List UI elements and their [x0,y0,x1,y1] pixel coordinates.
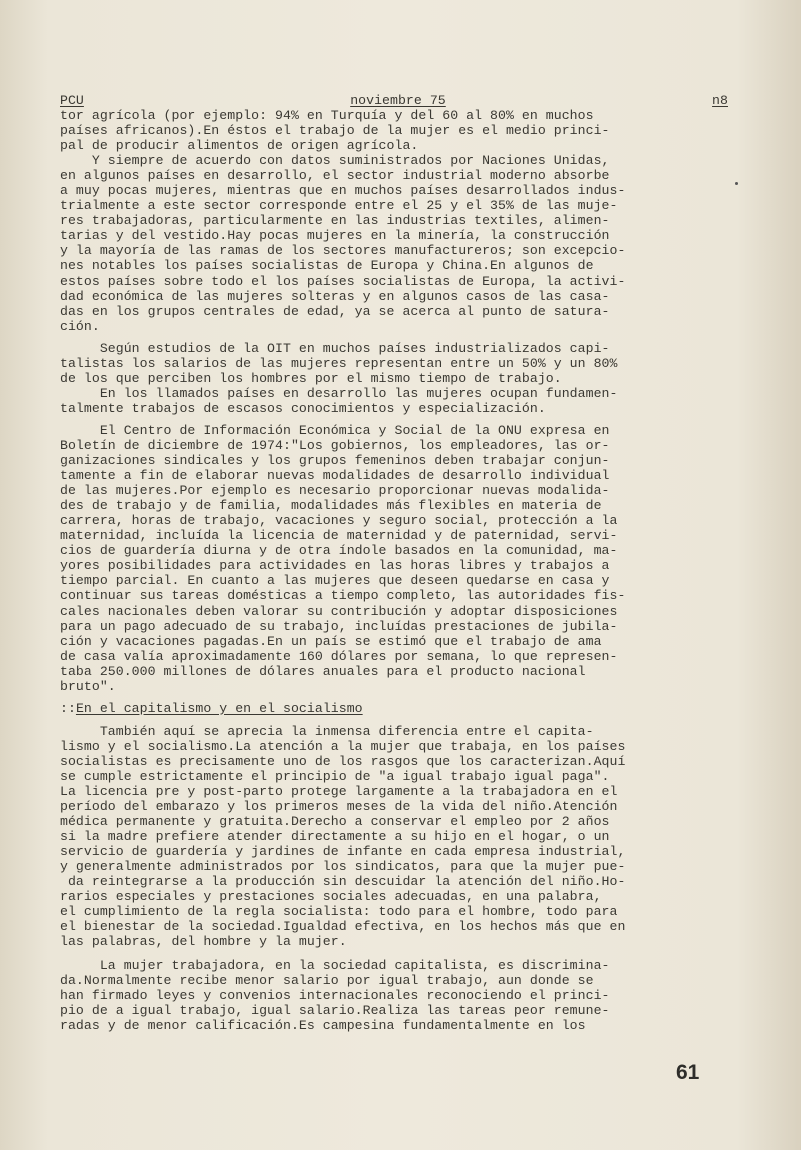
header-issue-number: n8 [712,93,728,108]
document-page [60,93,728,1033]
text-line: para un pago adecuado de su trabajo, incluídas prestaciones de jubila- [60,618,618,634]
section-heading-prefix: :: [60,700,76,716]
text-line: de las mujeres.Por ejemplo es necesario proporcionar nuevas modalida- [60,483,610,499]
text-line: lismo y el socialismo.La atención a la mujer que trabaja, en los países [60,738,626,754]
text-line: ción y vacaciones pagadas.En un país se estimó que el trabajo de ama [60,633,602,649]
paragraph-block-3 [60,423,728,694]
text-line: socialistas es precisamente uno de los rasgos que los caracterizan.Aquí [60,753,626,769]
text-line: Boletín de diciembre de 1974:"Los gobiernos, los empleadores, las or- [60,437,610,453]
text-line: bruto". [60,678,116,694]
text-line: a muy pocas mujeres, mientras que en muchos países desarrollados indus- [60,183,626,199]
text-line: ganizaciones sindicales y los grupos femeninos deben trabajar conjun- [60,453,610,469]
text-line: pio de a igual trabajo, igual salario.Realiza las tareas peor remune- [60,1002,610,1018]
text-line: nes notables los países socialistas de Europa y China.En algunos de [60,258,594,274]
text-line: tarias y del vestido.Hay pocas mujeres en la minería, la construcción [60,228,610,244]
text-line: cios de guardería diurna y de otra índole basados en la comunidad, ma- [60,543,618,559]
paragraph-block-4 [60,724,728,950]
text-line: taba 250.000 millones de dólares anuales para el producto nacional [60,663,586,679]
text-line: período del embarazo y los primeros meses de la vida del niño.Atención [60,799,618,815]
text-line: dad económica de las mujeres solteras y en algunos casos de las casa- [60,288,610,304]
header-date: noviembre 75 [350,93,446,108]
text-line: res trabajadoras, particularmente en las industrias textiles, alimen- [60,213,610,229]
text-line: des de trabajo y de familia, modalidades más flexibles en materia de [60,498,602,514]
text-line: y la mayoría de las ramas de los sectores manufactureros; son excepcio- [60,243,626,259]
text-line: tiempo parcial. En cuanto a las mujeres que deseen quedarse en casa y [60,573,610,589]
text-line: La licencia pre y post-parto protege largamente a la trabajadora en el [60,784,618,800]
text-line: el cumplimiento de la regla socialista: todo para el hombre, todo para [60,904,618,920]
text-line: talmente trabajos de escasos conocimientos y especialización. [60,400,546,416]
text-line: radas y de menor calificación.Es campesina fundamentalmente en los [60,1017,586,1033]
text-line: tor agrícola (por ejemplo: 94% en Turquía y del 60 al 80% en muchos [60,108,594,123]
text-line: da.Normalmente recibe menor salario por igual trabajo, aun donde se [60,972,594,988]
text-line: carrera, horas de trabajo, vacaciones y seguro social, protección a la [60,513,618,529]
text-line: pal de producir alimentos de origen agrícola. [60,138,419,154]
text-line: da reintegrarse a la producción sin descuidar la atención del niño.Ho- [60,874,626,890]
text-line: han firmado leyes y convenios internacionales reconociendo el princi- [60,987,610,1003]
section-heading-title: En el capitalismo y en el socialismo [75,700,363,716]
text-line: El Centro de Información Económica y Social de la ONU expresa en [60,422,610,438]
text-line: países africanos).En éstos el trabajo de la mujer es el medio princi- [60,123,610,139]
text-line: continuar sus tareas domésticas a tiempo completo, las autoridades fis- [60,588,626,604]
text-line: das en los grupos centrales de edad, ya se acerca al punto de satura- [60,303,610,319]
text-line: si la madre prefiere atender directamente a su hijo en el hogar, o un [60,829,610,845]
text-line: servicio de guardería y jardines de infante en cada empresa industrial, [60,844,626,860]
text-line: talistas los salarios de las mujeres representan entre un 50% y un 80% [60,355,618,371]
text-line: el bienestar de la sociedad.Igualdad efectiva, en los hechos más que en [60,919,626,935]
paragraph-block-2 [60,341,728,416]
text-line: yores posibilidades para actividades en las horas libres y trabajos a [60,558,610,574]
text-line: ción. [60,318,100,334]
text-line: en algunos países en desarrollo, el sector industrial moderno absorbe [60,168,610,184]
page-header [60,93,728,108]
text-line: tamente a fin de elaborar nuevas modalidades de desarrollo individual [60,468,610,484]
margin-ink-dot [735,182,738,185]
text-line: rarios especiales y prestaciones sociales adecuadas, en una palabra, [60,889,602,905]
text-line: maternidad, incluída la licencia de maternidad y de paternidad, servi- [60,528,618,544]
text-line: de los que perciben los hombres por el mismo tiempo de trabajo. [60,370,562,386]
text-line: Según estudios de la OIT en muchos países industrializados capi- [60,340,610,356]
text-line: médica permanente y gratuita.Derecho a conservar el empleo por 2 años [60,814,610,830]
text-line: estos países sobre todo el los países socialistas de Europa, la activi- [60,273,626,289]
text-line: También aquí se aprecia la inmensa diferencia entre el capita- [60,723,594,739]
header-publication: PCU [60,93,84,108]
text-line: Y siempre de acuerdo con datos suministrados por Naciones Unidas, [60,153,610,169]
text-line: se cumple estrictamente el principio de "a igual trabajo igual paga". [60,768,610,784]
text-line: las palabras, del hombre y la mujer. [60,934,347,950]
text-line: de casa valía aproximadamente 160 dólares por semana, lo que represen- [60,648,618,664]
text-line: cales nacionales deben valorar su contribución y adoptar disposiciones [60,603,618,619]
paragraph-block-1 [60,108,728,334]
text-line: En los llamados países en desarrollo las mujeres ocupan fundamen- [60,385,618,401]
text-line: y generalmente administrados por los sindicatos, para que la mujer pue- [60,859,626,875]
page-number: 61 [676,1061,700,1084]
text-line: La mujer trabajadora, en la sociedad capitalista, es discrimina- [60,957,610,973]
section-heading [60,701,728,716]
text-line: trialmente a este sector corresponde entre el 25 y el 35% de las muje- [60,198,618,214]
paragraph-block-5 [60,958,728,1033]
